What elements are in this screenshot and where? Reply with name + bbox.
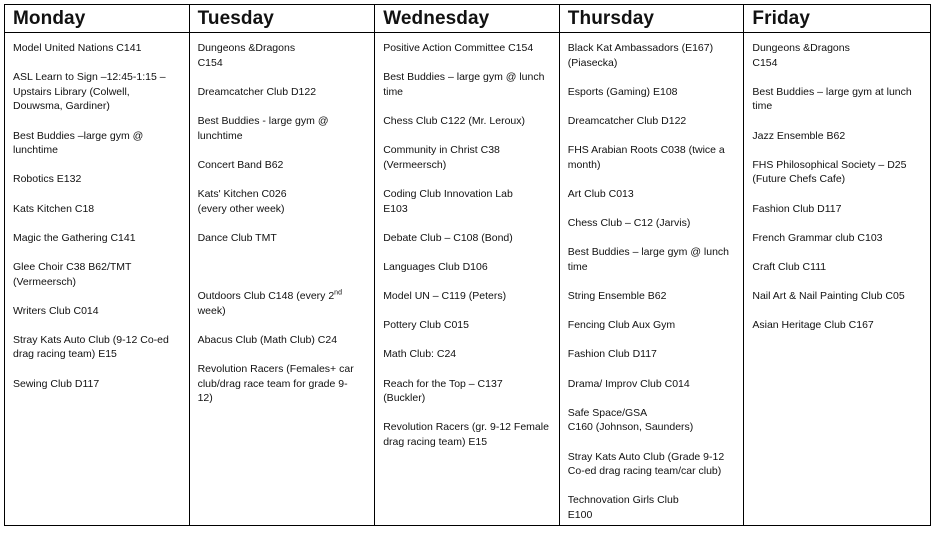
club-entry-line: Pottery Club C015 — [383, 319, 469, 332]
club-list — [5, 33, 189, 406]
club-entry-line: Craft Club C111 — [752, 260, 827, 273]
club-entry-line: Math Club: C24 — [383, 348, 457, 361]
club-entry — [383, 260, 553, 275]
club-entry-line: Asian Heritage Club C167 — [752, 319, 874, 332]
club-entry-line: Outdoors Club C148 (every 2nd — [197, 289, 342, 303]
club-entry-line: Best Buddies - large gym @ — [197, 114, 329, 127]
club-entry — [198, 260, 369, 275]
club-entry-line: French Grammar club C103 — [752, 231, 883, 244]
club-entry — [568, 406, 738, 435]
club-entry — [383, 143, 553, 172]
club-entry-line: FHS Philosophical Society – D25 — [752, 158, 907, 171]
club-entry — [568, 493, 738, 522]
club-entry-line: (Vermeersch) — [383, 158, 447, 171]
club-entry — [568, 187, 738, 202]
club-entry-line — [198, 260, 369, 275]
club-entry-line: Robotics E132 — [13, 173, 82, 186]
club-entry-line: Dreamcatcher Club D122 — [567, 114, 687, 127]
club-entry-line: Writers Club C014 — [13, 304, 99, 317]
club-entry-line: drag racing team) E15 — [383, 436, 488, 449]
club-entry-line: month) — [567, 158, 601, 171]
club-list — [744, 33, 930, 347]
club-entry-line: Safe Space/GSA — [567, 406, 648, 419]
club-entry-line: Esports (Gaming) E108 — [567, 85, 678, 98]
club-entry — [568, 450, 738, 479]
club-entry — [13, 304, 183, 319]
club-entry-line: Best Buddies – large gym @ lunch — [567, 246, 730, 259]
club-entry — [13, 333, 183, 362]
club-entry — [198, 85, 369, 100]
club-entry — [198, 114, 369, 143]
club-entry-line: Revolution Racers (gr. 9-12 Female — [383, 421, 549, 434]
club-entry-line: (Buckler) — [383, 392, 426, 405]
day-header: Friday — [744, 5, 930, 33]
day-header: Thursday — [560, 5, 744, 33]
day-column-friday — [744, 5, 930, 525]
day-column-thursday — [560, 5, 745, 525]
club-entry-line: Douwsma, Gardiner) — [13, 100, 110, 113]
club-entry — [752, 85, 924, 114]
club-entry-line: Technovation Girls Club — [567, 494, 679, 507]
club-entry — [383, 70, 553, 99]
club-entry — [198, 187, 369, 216]
club-entry — [198, 333, 369, 348]
club-entry-line: Revolution Racers (Females+ car — [197, 363, 354, 376]
day-column-tuesday — [190, 5, 376, 525]
day-column-wednesday — [375, 5, 560, 525]
club-entry — [198, 158, 369, 173]
club-entry — [752, 318, 924, 333]
club-entry-line: Dreamcatcher Club D122 — [197, 85, 317, 98]
club-entry-line: (Future Chefs Cafe) — [752, 173, 846, 186]
ordinal-suffix: nd — [334, 289, 342, 297]
club-entry-line: Upstairs Library (Colwell, — [13, 85, 130, 98]
club-entry — [13, 41, 183, 56]
club-entry-line: String Ensemble B62 — [567, 290, 667, 303]
club-entry-line: Glee Choir C38 B62/TMT — [13, 260, 132, 273]
club-entry — [568, 318, 738, 333]
club-entry-line: drag racing team) E15 — [13, 348, 117, 361]
club-entry-line: Black Kat Ambassadors (E167) — [567, 42, 714, 54]
club-list — [375, 33, 559, 464]
club-entry — [568, 289, 738, 304]
club-entry-line: time — [383, 85, 404, 98]
club-entry-line: Kats Kitchen C18 — [13, 202, 95, 215]
club-entry-line: week) — [197, 304, 226, 317]
club-entry — [198, 41, 369, 70]
club-entry — [752, 158, 924, 187]
club-entry-line: (Vermeersch) — [13, 275, 77, 288]
club-entry — [568, 143, 738, 172]
club-entry — [752, 260, 924, 275]
club-entry-line: ASL Learn to Sign –12:45-1:15 – — [13, 71, 166, 84]
club-entry — [752, 41, 924, 70]
club-entry-line: Sewing Club D117 — [13, 377, 100, 390]
club-entry-line: 12) — [197, 392, 213, 405]
club-entry — [568, 347, 738, 362]
club-entry-line: Art Club C013 — [567, 187, 634, 200]
club-entry-line: lunchtime — [13, 144, 58, 157]
club-entry-line: Dungeons &Dragons — [752, 42, 850, 54]
club-entry-line: Dungeons &Dragons — [197, 42, 296, 54]
club-entry — [13, 377, 183, 392]
club-entry — [383, 420, 553, 449]
club-list — [190, 33, 375, 420]
club-entry-line: Fashion Club D117 — [752, 202, 842, 215]
club-entry — [568, 377, 738, 392]
club-entry — [13, 70, 183, 114]
club-entry-line: Dance Club TMT — [197, 231, 277, 244]
club-entry-line: Community in Christ C38 — [383, 144, 500, 157]
club-entry-line: Jazz Ensemble B62 — [752, 129, 846, 142]
club-schedule-table — [4, 4, 931, 526]
club-entry-line: Coding Club Innovation Lab — [383, 187, 513, 200]
club-entry-line: Stray Kats Auto Club (Grade 9-12 — [567, 450, 725, 463]
club-entry — [568, 85, 738, 100]
club-entry — [383, 187, 553, 216]
club-entry — [752, 202, 924, 217]
day-column-monday — [5, 5, 190, 525]
day-header: Tuesday — [190, 5, 375, 33]
day-header: Wednesday — [375, 5, 559, 33]
club-entry-line: E103 — [383, 202, 408, 215]
club-entry-line: (Piasecka) — [567, 56, 618, 69]
club-list — [560, 33, 744, 537]
club-entry-line: FHS Arabian Roots C038 (twice a — [567, 144, 725, 157]
club-entry-line: Best Buddies – large gym @ lunch — [383, 71, 545, 84]
day-header: Monday — [5, 5, 189, 33]
club-entry — [13, 172, 183, 187]
club-entry-line: E100 — [567, 509, 593, 521]
club-entry-line: Drama/ Improv Club C014 — [567, 377, 690, 390]
club-entry-line: Model UN – C119 (Peters) — [383, 290, 507, 303]
club-entry-line: Co-ed drag racing team/car club) — [567, 465, 722, 478]
club-entry — [383, 289, 553, 304]
club-entry-line: time — [567, 260, 588, 273]
club-entry-line: Nail Art & Nail Painting Club C05 — [752, 290, 905, 303]
club-entry — [383, 41, 553, 56]
club-entry-line: C154 — [197, 56, 223, 69]
club-entry — [568, 114, 738, 129]
club-entry-line: Fashion Club D117 — [567, 348, 657, 361]
club-entry-line: Languages Club D106 — [383, 260, 488, 273]
club-entry — [198, 362, 369, 406]
club-entry-line: Fencing Club Aux Gym — [567, 319, 676, 332]
club-entry — [568, 245, 738, 274]
club-entry-line: club/drag race team for grade 9- — [197, 377, 348, 390]
club-entry-line: Reach for the Top – C137 — [383, 377, 503, 390]
club-entry-line: Chess Club – C12 (Jarvis) — [567, 217, 691, 230]
club-entry-line: (every other week) — [197, 202, 285, 215]
club-entry-line: Magic the Gathering C141 — [13, 231, 136, 244]
club-entry-line: Kats' Kitchen C026 — [197, 187, 287, 200]
club-entry-line: Best Buddies –large gym @ — [13, 129, 144, 142]
club-entry — [198, 231, 369, 246]
club-entry — [752, 231, 924, 246]
club-entry — [752, 129, 924, 144]
club-entry-line: C154 — [752, 56, 778, 69]
club-entry — [568, 216, 738, 231]
club-entry — [13, 202, 183, 217]
club-entry-line: Chess Club C122 (Mr. Leroux) — [383, 114, 525, 127]
club-entry — [13, 129, 183, 158]
club-entry-line: Positive Action Committee C154 — [383, 42, 534, 54]
club-entry-line: C160 (Johnson, Saunders) — [567, 421, 694, 434]
club-entry — [13, 231, 183, 246]
club-entry — [383, 347, 553, 362]
club-entry — [383, 231, 553, 246]
club-entry — [383, 318, 553, 333]
club-entry-line: Concert Band B62 — [197, 158, 284, 171]
club-entry-line: time — [752, 100, 773, 113]
club-entry-line: Stray Kats Auto Club (9-12 Co-ed — [13, 333, 169, 346]
club-entry-line: Debate Club – C108 (Bond) — [383, 231, 513, 244]
club-entry — [383, 114, 553, 129]
club-entry-line: Best Buddies – large gym at lunch — [752, 85, 912, 98]
club-entry — [568, 41, 738, 70]
club-entry-line: Abacus Club (Math Club) C24 — [197, 333, 338, 346]
club-entry — [13, 260, 183, 289]
club-entry — [383, 377, 553, 406]
club-entry — [198, 289, 369, 318]
club-entry-line: Model United Nations C141 — [13, 42, 142, 54]
club-entry-line: lunchtime — [197, 129, 243, 142]
club-entry — [752, 289, 924, 304]
